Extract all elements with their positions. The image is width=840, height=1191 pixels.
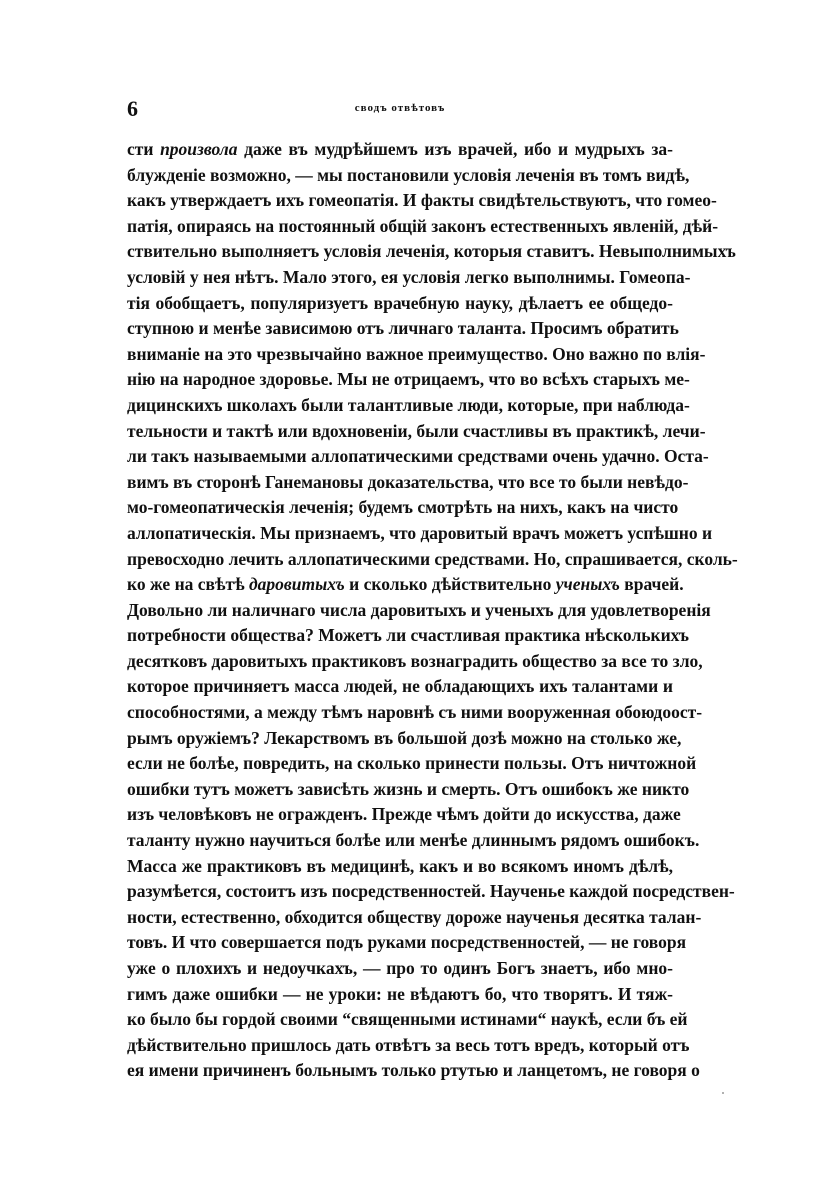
text-segment: дѣйствительно пришлось дать отвѣтъ за весь тотъ вредъ, который отъ	[127, 1034, 690, 1055]
text-line	[127, 802, 681, 828]
text-line	[127, 854, 673, 880]
text-segment: блужденіе возможно, — мы постановили условія леченія въ томъ видѣ,	[127, 164, 690, 185]
text-line	[127, 521, 713, 547]
text-line	[127, 649, 703, 675]
text-line	[127, 393, 690, 419]
text-segment: ствительно выполняетъ условія леченія, которыя ставитъ. Невыполнимыхъ	[127, 241, 736, 262]
text-segment: вимъ въ сторонѣ Ганемановы доказательства, что все то были невѣдо-	[127, 471, 689, 492]
italic-term: даровитыхъ	[248, 574, 345, 595]
text-segment: Довольно ли наличнаго числа даровитыхъ и ученыхъ для удовлетворенія	[127, 599, 711, 620]
text-line	[127, 1058, 700, 1084]
text-segment: ли такъ называемыми аллопатическими средствами очень удачно. Оста-	[127, 446, 709, 467]
text-line	[127, 495, 679, 521]
text-segment: дицинскихъ школахъ были талантливые люди, которые, при наблюда-	[127, 394, 690, 415]
text-segment: уже о плохихъ и недоучкахъ, — про то одинъ Богъ знаетъ, ибо мно-	[127, 958, 673, 978]
text-segment: врачей.	[619, 574, 684, 595]
text-segment: превосходно лечить аллопатическими средствами. Но, спрашивается, сколь-	[127, 548, 738, 569]
text-line	[127, 214, 719, 240]
text-segment: ности, естественно, обходится обществу дороже наученья десятка талан-	[127, 906, 702, 927]
text-line	[127, 1007, 688, 1033]
text-segment: сти	[127, 139, 161, 159]
text-segment: тельности и тактѣ или вдохновеніи, были счастливы въ практикѣ, лечи-	[127, 420, 706, 441]
page-header	[127, 96, 673, 122]
paper-speck	[722, 1092, 724, 1094]
text-line	[127, 316, 679, 342]
text-segment: аллопатическія. Мы признаемъ, что даровитый врачъ можетъ успѣшно и	[127, 522, 713, 543]
text-line	[127, 367, 690, 393]
text-line	[127, 137, 673, 163]
text-line	[127, 342, 706, 368]
text-line	[127, 163, 690, 189]
text-segment: потребности общества? Можетъ ли счастливая практика нѣсколькихъ	[127, 625, 689, 646]
text-line	[127, 956, 673, 982]
text-line	[127, 674, 673, 700]
text-segment: тія обобщаетъ, популяризуетъ врачебную науку, дѣлаетъ ее общедо-	[127, 292, 673, 313]
text-line	[127, 470, 689, 496]
text-line	[127, 726, 682, 752]
text-line	[127, 700, 703, 726]
text-line	[127, 572, 684, 598]
text-segment: нію на народное здоровье. Мы не отрицаемъ, что во всѣхъ старыхъ ме-	[127, 369, 690, 390]
text-line	[127, 623, 689, 649]
text-line	[127, 905, 702, 931]
text-line	[127, 879, 735, 905]
text-segment: рымъ оружіемъ? Лекарствомъ въ большой дозѣ можно на столько же,	[127, 727, 682, 748]
text-line	[127, 188, 717, 214]
italic-term: ученыхъ	[555, 574, 620, 595]
text-segment: ступною и менѣе зависимою отъ личнаго таланта. Просимъ обратить	[127, 318, 679, 339]
text-segment: ко было бы гордой своими “священными истинами“ наукѣ, если бъ ей	[127, 1009, 688, 1030]
text-segment: даже въ мудрѣйшемъ изъ врачей, ибо и мудрыхъ за-	[237, 139, 673, 159]
text-line	[127, 444, 709, 470]
text-segment: если не болѣе, повредить, на сколько принести пользы. Отъ ничтожной	[127, 753, 697, 774]
text-line	[127, 982, 673, 1008]
text-segment: мо-гомеопатическія леченія; будемъ смотрѣть на нихъ, какъ на чисто	[127, 497, 679, 518]
text-segment: условій у нея нѣтъ. Мало этого, ея условія легко выполнимы. Гомеопа-	[127, 266, 691, 287]
text-line	[127, 547, 738, 573]
text-line	[127, 419, 706, 445]
text-segment: и сколько дѣйствительно	[344, 574, 556, 595]
text-segment: которое причиняетъ масса людей, не обладающихъ ихъ талантами и	[127, 676, 673, 697]
text-segment: таланту нужно научиться болѣе или менѣе длиннымъ рядомъ ошибокъ.	[127, 830, 700, 851]
text-segment: вниманіе на это чрезвычайно важное преимущество. Оно важно по влія-	[127, 343, 706, 364]
text-line	[127, 930, 687, 956]
text-line	[127, 291, 673, 317]
text-segment: разумѣется, состоитъ изъ посредственностей. Наученье каждой посредствен-	[127, 881, 735, 902]
text-segment: способностями, а между тѣмъ наровнѣ съ ними вооруженная обоюдоост-	[127, 702, 703, 723]
text-segment: товъ. И что совершается подъ руками посредственностей, — не говоря	[127, 932, 687, 953]
page-number: 6	[127, 96, 138, 121]
text-segment: десятковъ даровитыхъ практиковъ вознаградить общество за все то зло,	[127, 650, 703, 671]
text-line	[127, 828, 700, 854]
italic-term: произвола	[160, 139, 238, 159]
running-title: сводъ отвѣтовъ	[354, 102, 446, 114]
text-line	[127, 598, 711, 624]
text-segment: какъ утверждаетъ ихъ гомеопатія. И факты свидѣтельствуютъ, что гомео-	[127, 190, 717, 211]
text-segment: изъ человѣковъ не огражденъ. Прежде чѣмъ дойти до искусства, даже	[127, 804, 681, 825]
text-line	[127, 239, 736, 265]
text-line	[127, 751, 697, 777]
body-text	[127, 137, 738, 1084]
text-segment: гимъ даже ошибки — не уроки: не вѣдаютъ бо, что творятъ. И тяж-	[127, 983, 673, 1004]
text-line	[127, 777, 690, 803]
text-line	[127, 265, 691, 291]
text-segment: ея имени причиненъ больнымъ только ртутью и ланцетомъ, не говоря о	[127, 1060, 700, 1081]
text-segment: ошибки тутъ можетъ зависѣть жизнь и смерть. Отъ ошибокъ же никто	[127, 778, 690, 799]
text-segment: патія, опираясь на постоянный общій законъ естественныхъ явленій, дѣй-	[127, 215, 719, 236]
text-segment: ко же на свѣтѣ	[127, 574, 249, 595]
text-line	[127, 1033, 690, 1059]
text-segment: Масса же практиковъ въ медицинѣ, какъ и во всякомъ иномъ дѣлѣ,	[127, 855, 673, 876]
